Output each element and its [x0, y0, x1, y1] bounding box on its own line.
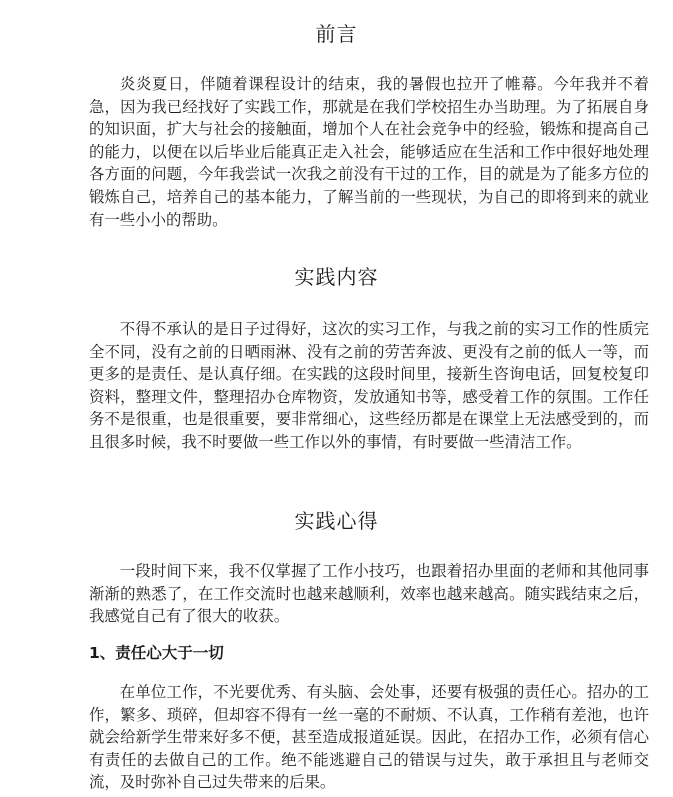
- paragraph-practice-insights: 一段时间下来，我不仅掌握了工作小技巧，也跟着招办里面的老师和其他同事渐渐的熟悉了，在工作交流时也越来越顺利，效率也越来越高。随实践结束之后，我感觉自己有了很大的收获。: [89, 562, 649, 626]
- paragraph-preface: 炎炎夏日，伴随着课程设计的结束，我的暑假也拉开了帷幕。今年我并不着急，因为我已经找好了实践工作，那就是在我们学校招生办当助理。为了拓展自身的知识面，扩大与社会的接触面，增加个人在社会竞争中的经验，锻炼和提高自己的能力，以便在以后毕业后能真正走入社会，能够适应在生活和工作中很好地处理各方面的问题，今年我尝试一次我之前没有干过的工作，目的就是为了能多方位的锻炼自己，培养自己的基本能力，了解当前的一些现状，为自己的即将到来的就业有一些小小的帮助。: [89, 75, 649, 229]
- section-title-practice-content: 实践内容: [294, 265, 379, 289]
- section-title-preface: 前言: [315, 22, 358, 46]
- subsection-title-responsibility: 1、责任心大于一切: [89, 644, 224, 662]
- paragraph-responsibility: 在单位工作，不光要优秀、有头脑、会处事，还要有极强的责任心。招办的工作，繁多、琐碎，但却容不得有一丝一毫的不耐烦、不认真，工作稍有差池，也许就会给新学生带来好多不便，甚至造成报道延误。因此，在招办工作，必须有信心有责任的去做自己的工作。绝不能逃避自己的错误与过失，敢于承担且与老师交流，及时弥补自己过失带来的后果。: [89, 683, 649, 792]
- section-title-practice-insights: 实践心得: [294, 509, 379, 533]
- paragraph-practice-content: 不得不承认的是日子过得好，这次的实习工作，与我之前的实习工作的性质完全不同，没有之前的日晒雨淋、没有之前的劳苦奔波、更没有之前的低人一等，而更多的是责任、是认真仔细。在实践的这段时间里，接新生咨询电话，回复校复印资料，整理文件，整理招办仓库物资，发放通知书等，感受着工作的氛围。工作任务不是很重，也是很重要，要非常细心，这些经历都是在课堂上无法感受到的，而且很多时候，我不时要做一些工作以外的事情，有时要做一些清洁工作。: [89, 320, 649, 451]
